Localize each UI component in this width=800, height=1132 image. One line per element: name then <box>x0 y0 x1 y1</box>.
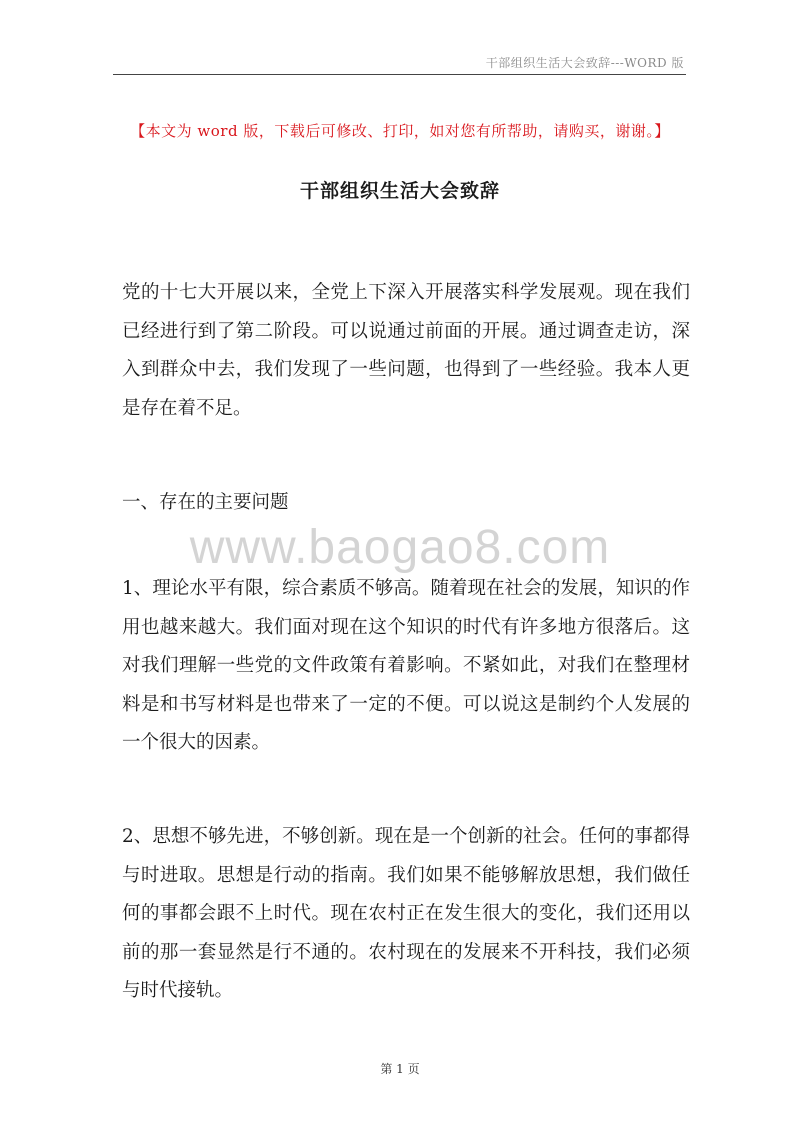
page-number: 第 1 页 <box>380 1062 420 1076</box>
purchase-notice: 【本文为 word 版，下载后可修改、打印，如对您有所帮助，请购买，谢谢。】 <box>130 122 670 140</box>
section-heading: 一、存在的主要问题 <box>122 492 289 513</box>
running-header: 干部组织生活大会致辞---WORD 版 <box>485 56 684 70</box>
intro-paragraph: 党的十七大开展以来，全党上下深入开展落实科学发展观。现在我们已经进行到了第二阶段。可以说通过前面的开展。通过调查走访，深入到群众中去，我们发现了一些问题，也得到了一些经验。我本人更是存在着不足。 <box>122 282 690 419</box>
problem-item-2: 2、思想不够先进，不够创新。现在是一个创新的社会。任何的事都得与时进取。思想是行动的指南。我们如果不能够解放思想，我们做任何的事都会跟不上时代。现在农村正在发生很大的变化，我们还用以前的那一套显然是行不通的。农村现在的发展来不开科技，我们必须与时代接轨。 <box>122 826 690 1001</box>
document-title: 干部组织生活大会致辞 <box>299 180 500 202</box>
problem-item-1: 1、理论水平有限，综合素质不够高。随着现在社会的发展，知识的作用也越来越大。我们面对现在这个知识的时代有许多地方很落后。这对我们理解一些党的文件政策有着影响。不紧如此，对我们在整理材料是和书写材料是也带来了一定的不便。可以说这是制约个人发展的一个很大的因素。 <box>122 578 690 753</box>
watermark-text: www.baogao8.com <box>189 521 611 574</box>
header-divider <box>113 74 686 75</box>
